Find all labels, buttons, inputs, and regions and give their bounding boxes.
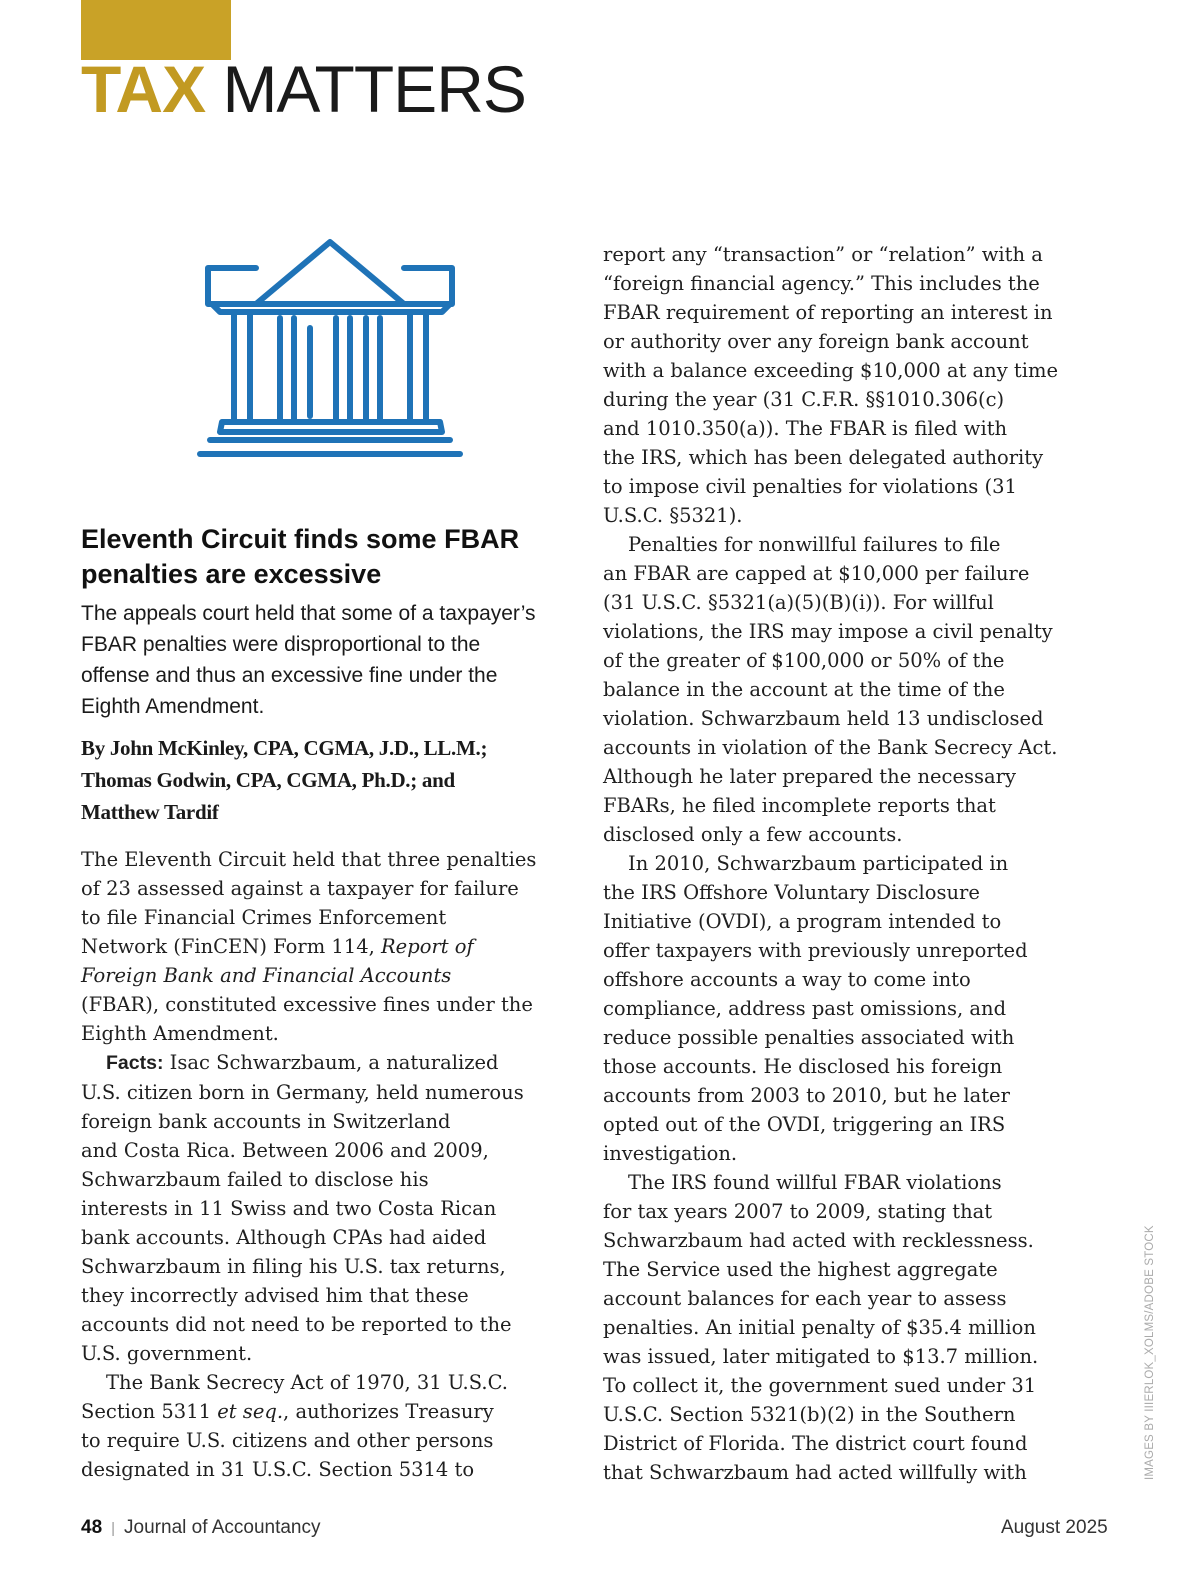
body-line: The IRS found willful FBAR violations <box>628 1171 1002 1194</box>
body-line: to require U.S. citizens and other persons <box>81 1429 494 1452</box>
body-line: U.S. government. <box>81 1342 253 1365</box>
body-line: violation. Schwarzbaum held 13 undisclosed <box>603 707 1044 730</box>
body-line: opted out of the OVDI, triggering an IRS <box>603 1113 1006 1136</box>
body-line: accounts in violation of the Bank Secrecy Act. <box>603 736 1058 759</box>
body-text: Isac Schwarzbaum, a naturalized <box>169 1051 499 1074</box>
deck-line: Eighth Amendment. <box>81 695 265 718</box>
facts-label: Facts: <box>106 1052 164 1074</box>
article-right-column <box>603 240 1108 1487</box>
body-line: The Service used the highest aggregate <box>603 1258 998 1281</box>
headline-line: penalties are excessive <box>81 559 382 589</box>
body-line: (31 U.S.C. §5321(a)(5)(B)(i)). For willful <box>603 591 994 614</box>
image-credit: IMAGES BY IIIERLOK_XOLMS/ADOBE STOCK <box>1144 1225 1156 1480</box>
body-line: offshore accounts a way to come into <box>603 968 971 991</box>
body-line: Schwarzbaum in filing his U.S. tax returns, <box>81 1255 506 1278</box>
body-line: bank accounts. Although CPAs had aided <box>81 1226 487 1249</box>
form-title-italic: Foreign Bank and Financial Accounts <box>81 964 452 987</box>
body-line: interests in 11 Swiss and two Costa Rican <box>81 1197 497 1220</box>
body-paragraph-facts <box>81 1048 581 1368</box>
body-line: those accounts. He disclosed his foreign <box>603 1055 1003 1078</box>
body-line: Penalties for nonwillful failures to file <box>628 533 1001 556</box>
body-text: Network (FinCEN) Form 114, <box>81 935 375 958</box>
body-line: FBARs, he filed incomplete reports that <box>603 794 996 817</box>
article-headline <box>81 522 581 592</box>
body-line: they incorrectly advised him that these <box>81 1284 469 1307</box>
latin-italic: et seq. <box>217 1400 284 1423</box>
body-text: Section 5311 <box>81 1400 212 1423</box>
body-line: (FBAR), constituted excessive fines under the <box>81 993 533 1016</box>
issue-date: August 2025 <box>1001 1517 1108 1538</box>
body-text: , authorizes Treasury <box>283 1400 494 1423</box>
body-line: and Costa Rica. Between 2006 and 2009, <box>81 1139 489 1162</box>
body-line: with a balance exceeding $10,000 at any time <box>603 359 1059 382</box>
body-line <box>81 1397 581 1426</box>
body-line: to impose civil penalties for violations (31 <box>603 475 1017 498</box>
deck-line: offense and thus an excessive fine under the <box>81 664 498 687</box>
body-line: FBAR requirement of reporting an interest in <box>603 301 1053 324</box>
body-line: to file Financial Crimes Enforcement <box>81 906 447 929</box>
body-line: during the year (31 C.F.R. §§1010.306(c) <box>603 388 1005 411</box>
byline-line: Thomas Godwin, CPA, CGMA, Ph.D.; and <box>81 768 455 792</box>
body-line: violations, the IRS may impose a civil penalty <box>603 620 1053 643</box>
body-line: offer taxpayers with previously unreported <box>603 939 1028 962</box>
body-line: of 23 assessed against a taxpayer for failure <box>81 877 519 900</box>
body-line: was issued, later mitigated to $13.7 million. <box>603 1345 1039 1368</box>
form-title-italic: Report of <box>381 935 474 958</box>
page-number: 48 <box>81 1517 103 1538</box>
body-line: and 1010.350(a)). The FBAR is filed with <box>603 417 1008 440</box>
body-line: the IRS, which has been delegated authority <box>603 446 1044 469</box>
body-line: The Eleventh Circuit held that three penalties <box>81 848 537 871</box>
body-line: Schwarzbaum had acted with recklessness. <box>603 1229 1034 1252</box>
body-line: penalties. An initial penalty of $35.4 million <box>603 1316 1036 1339</box>
section-header-matters: MATTERS <box>222 52 526 126</box>
body-line <box>81 932 581 961</box>
body-line: Although he later prepared the necessary <box>603 765 1016 788</box>
body-paragraph-fbar-requirement <box>603 240 1108 530</box>
deck-line: The appeals court held that some of a taxpayer’s <box>81 602 536 625</box>
footer-separator: | <box>111 1520 116 1537</box>
body-line: accounts did not need to be reported to the <box>81 1313 512 1336</box>
deck-line: FBAR penalties were disproportional to the <box>81 633 481 656</box>
body-line: report any “transaction” or “relation” with a <box>603 243 1043 266</box>
body-line: compliance, address past omissions, and <box>603 997 1007 1020</box>
body-line: U.S.C. Section 5321(b)(2) in the Southern <box>603 1403 1016 1426</box>
body-line: disclosed only a few accounts. <box>603 823 903 846</box>
body-line: investigation. <box>603 1142 738 1165</box>
footer-left <box>81 1517 321 1539</box>
body-line: balance in the account at the time of the <box>603 678 1005 701</box>
section-header-tax: TAX <box>81 52 206 126</box>
body-line: designated in 31 U.S.C. Section 5314 to <box>81 1458 475 1481</box>
body-line: U.S. citizen born in Germany, held numerous <box>81 1081 524 1104</box>
body-line <box>81 1048 581 1078</box>
section-header <box>81 52 526 126</box>
body-line: account balances for each year to assess <box>603 1287 1007 1310</box>
body-line: To collect it, the government sued under 31 <box>603 1374 1037 1397</box>
body-line: Initiative (OVDI), a program intended to <box>603 910 1002 933</box>
body-line: The Bank Secrecy Act of 1970, 31 U.S.C. <box>106 1371 509 1394</box>
body-line: that Schwarzbaum had acted willfully with <box>603 1461 1027 1484</box>
body-line: “foreign financial agency.” This includes the <box>603 272 1040 295</box>
body-line: the IRS Offshore Voluntary Disclosure <box>603 881 980 904</box>
body-line: District of Florida. The district court found <box>603 1432 1028 1455</box>
body-paragraph-intro <box>81 845 581 1048</box>
body-line: foreign bank accounts in Switzerland <box>81 1110 451 1133</box>
accent-bar <box>81 0 231 60</box>
body-line: U.S.C. §5321). <box>603 504 743 527</box>
body-line: for tax years 2007 to 2009, stating that <box>603 1200 993 1223</box>
body-line: Schwarzbaum failed to disclose his <box>81 1168 429 1191</box>
body-line: reduce possible penalties associated with <box>603 1026 1015 1049</box>
body-paragraph-irs-findings <box>603 1168 1108 1487</box>
body-line: of the greater of $100,000 or 50% of the <box>603 649 1005 672</box>
body-line: an FBAR are capped at $10,000 per failure <box>603 562 1030 585</box>
byline-line: Matthew Tardif <box>81 800 219 824</box>
body-paragraph-penalties <box>603 530 1108 849</box>
body-line: In 2010, Schwarzbaum participated in <box>628 852 1009 875</box>
byline-line: By John McKinley, CPA, CGMA, J.D., LL.M.; <box>81 736 488 760</box>
article-byline <box>81 732 581 828</box>
article-deck <box>81 598 581 722</box>
headline-line: Eleventh Circuit finds some FBAR <box>81 524 520 554</box>
publication-name: Journal of Accountancy <box>124 1517 321 1538</box>
body-line <box>81 961 581 990</box>
article-left-column <box>81 240 581 1484</box>
body-line: accounts from 2003 to 2010, but he later <box>603 1084 1010 1107</box>
body-line: Eighth Amendment. <box>81 1022 279 1045</box>
body-paragraph-ovdi <box>603 849 1108 1168</box>
body-paragraph-bank-secrecy <box>81 1368 581 1484</box>
body-line: or authority over any foreign bank account <box>603 330 1029 353</box>
